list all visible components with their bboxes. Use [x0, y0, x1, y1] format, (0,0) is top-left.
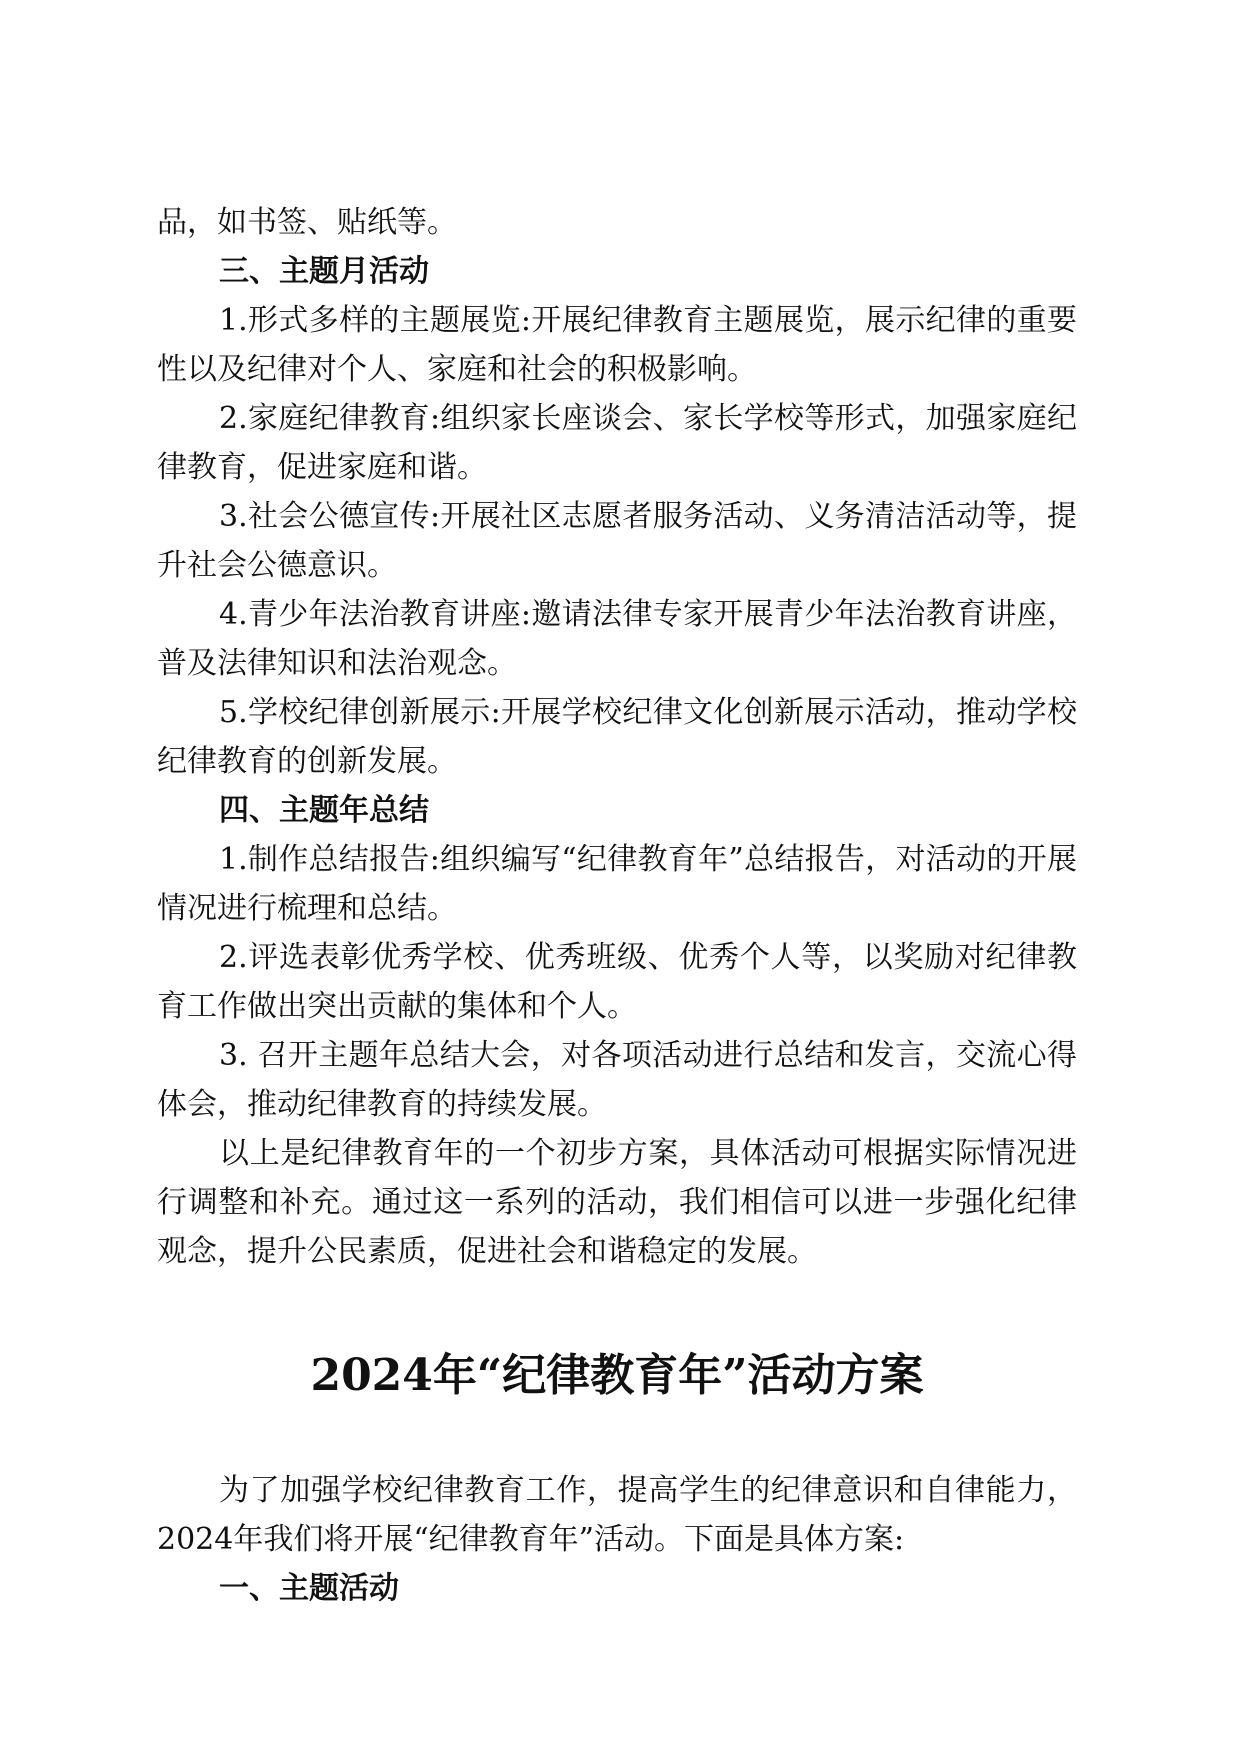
section-heading-3: 三、主题月活动 [219, 254, 429, 289]
section3-item-4: 4.青少年法治教育讲座:邀请法律专家开展青少年法治教育讲座，普及法律知识和法治观念。 [157, 597, 1077, 681]
intro-paragraph: 为了加强学校纪律教育工作，提高学生的纪律意识和自律能力，2024年我们将开展“纪律教育年”活动。下面是具体方案: [157, 1473, 1077, 1557]
section3-item-3: 3.社会公德宣传:开展社区志愿者服务活动、义务清洁活动等，提升社会公德意识。 [157, 499, 1077, 583]
continuation-paragraph: 品，如书签、贴纸等。 [157, 205, 457, 240]
section-heading-4: 四、主题年总结 [219, 793, 429, 828]
section4-item-3: 3. 召开主题年总结大会，对各项活动进行总结和发言，交流心得体会，推动纪律教育的持续发展。 [157, 1038, 1077, 1122]
section4-item-1: 1.制作总结报告:组织编写“纪律教育年”总结报告，对活动的开展情况进行梳理和总结。 [157, 842, 1077, 926]
section-heading-1: 一、主题活动 [219, 1571, 399, 1606]
section3-item-1: 1.形式多样的主题展览:开展纪律教育主题展览，展示纪律的重要性以及纪律对个人、家庭和社会的积极影响。 [157, 303, 1077, 387]
section3-item-5: 5.学校纪律创新展示:开展学校纪律文化创新展示活动，推动学校纪律教育的创新发展。 [157, 695, 1077, 779]
document-page [157, 198, 1077, 1613]
section3-item-2: 2.家庭纪律教育:组织家长座谈会、家长学校等形式，加强家庭纪律教育，促进家庭和谐。 [157, 401, 1077, 485]
conclusion-paragraph: 以上是纪律教育年的一个初步方案，具体活动可根据实际情况进行调整和补充。通过这一系列的活动，我们相信可以进一步强化纪律观念，提升公民素质，促进社会和谐稳定的发展。 [157, 1136, 1077, 1269]
document-title: 2024年“纪律教育年”活动方案 [310, 1350, 924, 1401]
section4-item-2: 2.评选表彰优秀学校、优秀班级、优秀个人等，以奖励对纪律教育工作做出突出贡献的集体和个人。 [157, 940, 1077, 1024]
